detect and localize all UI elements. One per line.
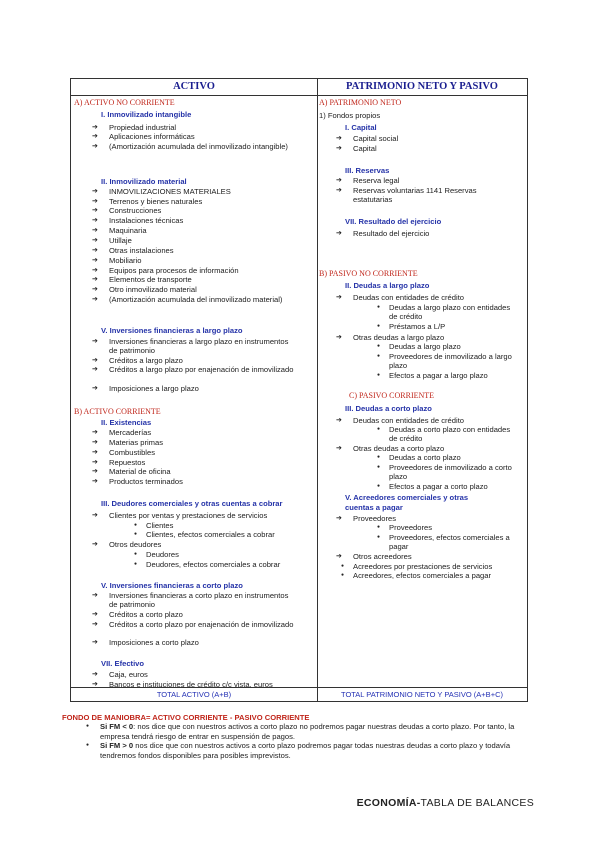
list-item: ➔ Otros deudores — [109, 540, 161, 549]
deudas-cp-title: III. Deudas a corto plazo — [345, 404, 432, 413]
activo-corriente-title: B) ACTIVO CORRIENTE — [74, 407, 161, 416]
list-item: ➔ INMOVILIZACIONES MATERIALES — [109, 187, 231, 196]
list-item — [100, 722, 532, 741]
list-item: ● Efectos a pagar a corto plazo — [389, 482, 488, 491]
pasivo-column — [317, 79, 527, 701]
list-item: ➔ Otros acreedores — [353, 552, 412, 561]
list-item: ● Clientes — [146, 521, 173, 530]
list-item: ➔ Créditos a corto plazo — [109, 610, 183, 619]
list-item: ➔ Otras instalaciones — [109, 246, 174, 255]
list-item: ➔ Mobiliario — [109, 256, 142, 265]
note-title: FONDO DE MANIOBRA= ACTIVO CORRIENTE - PASIVO CORRIENTE — [62, 713, 310, 722]
list-item: ➔ Elementos de transporte — [109, 275, 192, 284]
list-item: ● Proveedores de inmovilizado a corto plazo — [389, 463, 519, 482]
list-item: ● Proveedores — [389, 523, 432, 532]
list-item: ➔ Material de oficina — [109, 467, 171, 476]
list-item: ➔ Productos terminados — [109, 477, 183, 486]
activo-no-corriente-title: A) ACTIVO NO CORRIENTE — [74, 98, 175, 107]
list-item: ➔ Inversiones financieras a largo plazo en instrumentos de patrimonio — [109, 337, 295, 356]
list-item: ➔ Capital — [353, 144, 377, 153]
list-item: ➔ Combustibles — [109, 448, 155, 457]
list-item: ➔ Aplicaciones informáticas — [109, 132, 195, 141]
list-item: ➔ Créditos a largo plazo por enajenación de inmovilizado — [109, 365, 295, 374]
pasivo-corriente-title: C) PASIVO CORRIENTE — [349, 391, 435, 400]
list-item: ➔ Reservas voluntarias 1141 Reservas estatutarias — [353, 186, 513, 205]
list-item: ● Clientes, efectos comerciales a cobrar — [146, 530, 275, 539]
list-item: ➔ Terrenos y bienes naturales — [109, 197, 202, 206]
list-item: ➔ Maquinaria — [109, 226, 147, 235]
list-item: ➔ Deudas con entidades de crédito — [353, 416, 464, 425]
page-footer — [357, 797, 534, 809]
list-item: ● Deudas a largo plazo — [389, 342, 461, 351]
list-item: ➔ (Amortización acumulada del inmovilizado material) — [109, 295, 295, 304]
existencias-title: II. Existencias — [101, 418, 152, 427]
fondos-propios: 1) Fondos propios — [319, 111, 381, 120]
footer-subtitle: TABLA DE BALANCES — [420, 797, 534, 809]
list-item: ➔ Construcciones — [109, 206, 161, 215]
fondo-maniobra-note — [62, 713, 532, 760]
patrimonio-neto-title: A) PATRIMONIO NETO — [319, 98, 402, 107]
list-item: ➔ Proveedores — [353, 514, 396, 523]
list-item: ● Deudas a corto plazo con entidades de crédito — [389, 425, 519, 444]
inv-lp-title: V. Inversiones financieras a largo plazo — [101, 326, 243, 335]
activo-header: ACTIVO — [71, 79, 317, 96]
list-item: ➔ Propiedad industrial — [109, 123, 176, 132]
capital-title: I. Capital — [345, 123, 377, 132]
list-item: ➔ Créditos a largo plazo — [109, 356, 183, 365]
list-item: ● Efectos a pagar a largo plazo — [389, 371, 488, 380]
resultado-title: VII. Resultado del ejercicio — [345, 217, 442, 226]
deudas-lp-title: II. Deudas a largo plazo — [345, 281, 430, 290]
inv-cp-title: V. Inversiones financieras a corto plazo — [101, 581, 243, 590]
list-item: ➔ Utillaje — [109, 236, 132, 245]
total-pasivo: TOTAL PATRIMONIO NETO Y PASIVO (A+B+C) — [317, 687, 527, 701]
list-item: ● Acreedores por prestaciones de servicios — [353, 562, 492, 571]
deudores-title: III. Deudores comerciales y otras cuentas a cobrar — [101, 499, 283, 508]
note-b2-bold: Si FM > 0 — [100, 741, 134, 751]
list-item: ➔ Materias primas — [109, 438, 163, 447]
list-item: ➔ Inversiones financieras a corto plazo en instrumentos de patrimonio — [109, 591, 295, 610]
list-item: ➔ Deudas con entidades de crédito — [353, 293, 464, 302]
inmovilizado-intangible-title: I. Inmovilizado intangible — [101, 110, 192, 119]
pasivo-header: PATRIMONIO NETO Y PASIVO — [317, 79, 527, 96]
list-item: ● Deudores, efectos comerciales a cobrar — [146, 560, 280, 569]
efectivo-title: VII. Efectivo — [101, 659, 145, 668]
list-item: ➔ Clientes por ventas y prestaciones de servicios — [109, 511, 267, 520]
note-b2-text: nos dice que con nuestros activos a corto plazo podremos pagar todas nuestras deudas a corto plazo y todavía tendremos fondos disponibles para posibles imprevistos. — [100, 741, 511, 760]
acreedores-title: V. Acreedores comerciales y otras cuentas a pagar — [345, 493, 469, 512]
list-item: ● Proveedores, efectos comerciales a pagar — [389, 533, 527, 552]
pasivo-no-corriente-title: B) PASIVO NO CORRIENTE — [319, 269, 418, 278]
note-b1-text: : nos dice que con nuestros activos a corto plazo no podremos pagar nuestras deudas a corto plazo. Por tanto, la empresa tendrá riesgo de entrar en suspensión de pagos. — [100, 722, 515, 741]
list-item: ➔ Bancos e instituciones de crédito c/c vista, euros — [109, 680, 273, 689]
list-item: ● Acreedores, efectos comerciales a pagar — [353, 571, 491, 580]
reservas-title: III. Reservas — [345, 166, 390, 175]
list-item: ● Deudores — [146, 550, 179, 559]
footer-brand: ECONOMÍA- — [356, 797, 421, 809]
list-item: ➔ Capital social — [353, 134, 398, 143]
list-item: ➔ Caja, euros — [109, 670, 148, 679]
total-activo: TOTAL ACTIVO (A+B) — [71, 687, 317, 701]
activo-column — [71, 79, 318, 701]
list-item: ➔ Reserva legal — [353, 176, 399, 185]
inmovilizado-material-title: II. Inmovilizado material — [101, 177, 187, 186]
note-b1-bold: Si FM < 0 — [100, 722, 134, 732]
list-item: ● Préstamos a L/P — [389, 322, 445, 331]
list-item: ➔ Equipos para procesos de información — [109, 266, 239, 275]
list-item: ● Deudas a largo plazo con entidades de crédito — [389, 303, 519, 322]
list-item: ➔ Otras deudas a corto plazo — [353, 444, 444, 453]
list-item — [100, 741, 532, 760]
list-item: ➔ Imposiciones a largo plazo — [109, 384, 199, 393]
list-item: ➔ Imposiciones a corto plazo — [109, 638, 199, 647]
list-item: ➔ Mercaderías — [109, 428, 151, 437]
list-item: ➔ Repuestos — [109, 458, 145, 467]
list-item: ● Deudas a corto plazo — [389, 453, 461, 462]
list-item: ➔ Otro inmovilizado material — [109, 285, 197, 294]
list-item: ● Proveedores de inmovilizado a largo plazo — [389, 352, 519, 371]
balance-table — [70, 78, 528, 702]
list-item: ➔ Resultado del ejercicio — [353, 229, 429, 238]
list-item: ➔ Créditos a corto plazo por enajenación de inmovilizado — [109, 620, 295, 629]
list-item: ➔ (Amortización acumulada del inmovilizado intangible) — [109, 142, 295, 151]
list-item: ➔ Instalaciones técnicas — [109, 216, 183, 225]
list-item: ➔ Otras deudas a largo plazo — [353, 333, 444, 342]
